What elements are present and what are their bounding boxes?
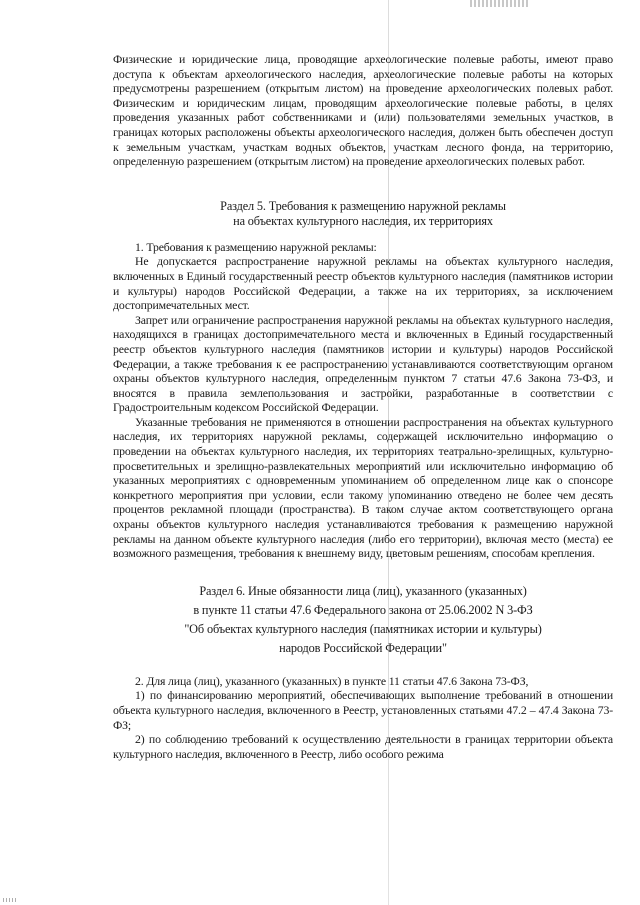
section6-subitem2: 2) по соблюдению требований к осуществлению деятельности в границах территории объекта культурного наследия, включенного в Реестр, либо особого режима [113, 732, 613, 761]
section5-item1: 1. Требования к размещению наружной рекламы: [135, 239, 377, 254]
section6-subitem1: 1) по финансированию мероприятий, обеспечивающих выполнение требований в отношении объекта культурного наследия, включенного в Реестр, установленных статьями 47.2 – 47.4 Закона 73-ФЗ; [113, 688, 613, 732]
section5-title-line1: Раздел 5. Требования к размещению наружной рекламы [220, 198, 506, 213]
section6-title-line3: "Об объектах культурного наследия (памятниках истории и культуры) [184, 621, 542, 636]
section5-paragraph1: Не допускается распространение наружной рекламы на объектах культурного наследия, включенных в Единый государственный реестр объектов культурного наследия (памятников истории и культуры) народов Российской Федерации, а также на их территориях, за исключением достопримечательных мест. [113, 254, 613, 313]
section6-title-line4: народов Российской Федерации" [279, 640, 447, 655]
section5-paragraph2: Запрет или ограничение распространения наружной рекламы на объектах культурного наследия, находящихся в границах достопримечательного места и включенных в Единый государственный реестр объектов культурного наследия (памятников истории и культуры) народов Российской Федерации, а также требования к ее распространению устанавливаются соответствующим органом охраны объектов культурного наследия, определенным пунктом 7 статьи 47.6 Закона 73-ФЗ, и вносятся в правила землепользования и застройки, разработанные в соответствии с Градостроительным кодексом Российской Федерации. [113, 312, 613, 415]
intro-paragraph: Физические и юридические лица, проводящие археологические полевые работы, имеют право доступа к объектам археологического наследия, археологические полевые работы на которых предусмотрены разрешением (открытым листом) на проведение археологических полевых работ. Физическим и юридическим лицам, проводящим археологические полевые работы, в целях проведения указанных работ собственниками и (или) пользователями земельных участков, в границах которых расположены объекты археологического наследия, должен быть обеспечен доступ к земельным участкам, участкам водных объектов, участкам лесного фонда, на территорию, определенную разрешением (открытым листом) на проведение археологических полевых работ. [113, 52, 613, 169]
section5-title-line2: на объектах культурного наследия, их территориях [233, 213, 493, 228]
section5-paragraph3: Указанные требования не применяются в отношении распространения на объектах культурного наследия, их территориях наружной рекламы, содержащей исключительно информацию о проведении на объектах культурного наследия, их территориях театрально-зрелищных, культурно-просветительных и зрелищно-развлекательных мероприятий или исключительно информацию об указанных мероприятиях с одновременным упоминанием об определенном лице как о спонсоре конкретного мероприятия при условии, если такому упоминанию отведено не более чем десять процентов рекламной площади (пространства). В таком случае актом соответствующего органа охраны объектов культурного наследия устанавливаются требования к размещению наружной рекламы на данном объекте культурного наследия (либо его территории), включая место (места) ее возможного размещения, требования к внешнему виду, цветовым решениям, способам крепления. [113, 414, 613, 561]
section6-title-line2: в пункте 11 статьи 47.6 Федерального закона от 25.06.2002 N 3-ФЗ [193, 602, 533, 617]
section6-item2: 2. Для лица (лиц), указанного (указанных) в пункте 11 статьи 47.6 Закона 73-ФЗ, [135, 673, 529, 688]
document-body [113, 52, 613, 761]
scan-artifact [470, 0, 528, 7]
scan-corner-artifact [3, 898, 17, 902]
section6-title-line1: Раздел 6. Иные обязанности лица (лиц), указанного (указанных) [199, 583, 527, 598]
